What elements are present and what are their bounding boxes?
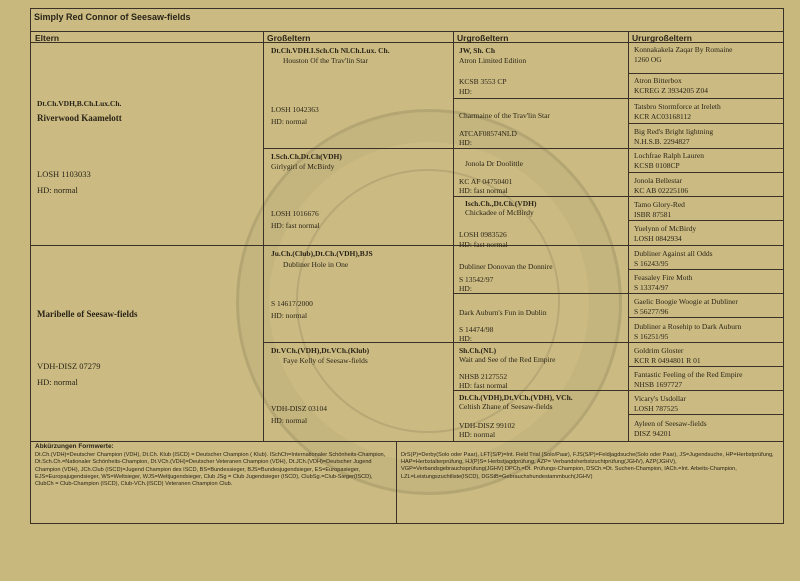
- divider: [628, 317, 783, 318]
- ggp-hd: HD:: [459, 334, 472, 343]
- sire-reg: LOSH 1103033: [37, 169, 91, 179]
- gp-titles: Dt.Ch.VDH.I.Sch.Ch Nl.Ch.Lux. Ch.: [271, 46, 390, 55]
- gggp-name: Vicary's Usdollar: [634, 394, 686, 403]
- gggp-reg: LOSH 0842934: [634, 234, 682, 243]
- divider: [628, 366, 783, 367]
- legend-title: Abkürzungen Formwerte:: [35, 443, 114, 450]
- gp-reg: S 14617/2000: [271, 299, 313, 308]
- gggp-name: Dubliner Against all Odds: [634, 249, 713, 258]
- gp-hd: HD: normal: [271, 311, 308, 320]
- divider: [628, 73, 783, 74]
- sire-titles: Dt.Ch.VDH,B.Ch.Lux.Ch.: [37, 99, 122, 108]
- gp-name: Houston Of the Trav'lin Star: [283, 56, 369, 65]
- gggp-reg: S 16251/95: [634, 332, 669, 341]
- divider: [628, 220, 783, 221]
- gggp-name: Goldrim Gloster: [634, 346, 684, 355]
- gp-name: Dubliner Hole in One: [283, 260, 349, 269]
- ggp-name: Charmaine of the Trav'lin Star: [459, 111, 550, 120]
- divider: [453, 196, 783, 197]
- gggp-name: Ayleen of Seesaw-fields: [634, 419, 707, 428]
- gp-hd: HD: normal: [271, 117, 308, 126]
- ggp-hd: HD: normal: [459, 430, 496, 439]
- gggp-reg: DISZ 94201: [634, 429, 672, 438]
- divider: [31, 245, 783, 246]
- gggp-reg: KCREG Z 3934205 Z04: [634, 86, 708, 95]
- ggp-titles: Sh.Ch.(NL): [459, 346, 497, 355]
- divider: [453, 31, 454, 441]
- dam-hd: HD: normal: [37, 377, 78, 387]
- divider: [263, 31, 264, 441]
- ggp-titles: JW, Sh. Ch: [459, 46, 495, 55]
- legend-right-text: DrS(P)=Derby(Solo oder Paar), LFT(S/P)=Int. Field Trial (Solo/Paar), FJS(S/P)=Feldjagdsuche(Solo oder Paar), JS=Jugendsuche, HP=Herbstprüfung, HAP=Herbstalterprüfung, HJ(P)S= Herbstjagdprüfung, AZP= Verbandsherbstzuchtprüfung(JGHV), AZP(JGHV), VGP=Verbandsgebrauchsprüfung(JGHV) DPCh.=Dt. Prüfungs-Champion, DSCh.=Dt. Suchen-Champion, IACh.=Int. Arbeits-Champion, LZL=Leistungszuchtliste(ISCD), DGStB=Gebrauchshundestammbuch(JGHV): [401, 452, 774, 480]
- ggp-reg: NHSB 2127552: [459, 372, 508, 381]
- divider: [628, 123, 783, 124]
- header-ururgrosseltern: Ururgroßeltern: [628, 31, 783, 43]
- divider: [628, 269, 783, 270]
- gggp-name: Jonola Bellestar: [634, 176, 683, 185]
- ggp-hd: HD: fast normal: [459, 240, 508, 249]
- ggp-name: Wait and See of the Red Empire: [459, 355, 556, 364]
- dam-name: Maribelle of Seesaw-fields: [37, 309, 138, 319]
- gp-reg: VDH-DISZ 03104: [271, 404, 328, 413]
- gggp-reg: NHSB 1697727: [634, 380, 683, 389]
- ggp-hd: HD: fast normal: [459, 186, 508, 195]
- ggp-hd: HD:: [459, 284, 472, 293]
- ggp-reg: ATCAF08574NLD: [459, 129, 517, 138]
- gp-hd: HD: fast normal: [271, 221, 320, 230]
- gggp-name: Yuelynn of McBirdy: [634, 224, 697, 233]
- gp-titles: I.Sch.Ch.Dt.Ch(VDH): [271, 152, 342, 161]
- ggp-reg: S 13542/97: [459, 275, 494, 284]
- ggp-name: Celtish Zhane of Seesaw-fields: [459, 402, 553, 411]
- sire-hd: HD: normal: [37, 185, 78, 195]
- gggp-reg: KC AB 02225106: [634, 186, 689, 195]
- gggp-reg: 1260 OG: [634, 55, 662, 64]
- legend-left-text: Dt.Ch.(VDH)=Deutscher Champion (VDH), Dt.Ch. Klub (ISCD) = Deutscher Champion ( Klub). ISchCh=Internationaler Schönheits-Champion, Dt.Sch.Ch.=Nationaler Schönheits-Champion, Dt.VCh.(VDH)=Deutscher Veteranen Champion (VDH), Dt.JCh.(VDH)=Deutscher Jugend Champion (VDH), JCh.Club (ISCD)=Jugend Champion des ISCD, BS=Bundessieger, BJS=Bundesjugendsieger, ES=Europasieger, EJS=Europajugendsieger, WS=Weltsieger, WJS=Weltjugendsieger, Club JSg = Club Jugendsieger (ISCD), ClubSg.=Club-Sieger(ISCD), ClubCh = Club-Champion (ISCD), Club-VCh.(ISCD) Veteranen Champion Club.: [35, 452, 386, 488]
- ggp-hd: HD:: [459, 87, 472, 96]
- sire-name: Riverwood Kaamelott: [37, 113, 122, 123]
- gggp-reg: S 56277/96: [634, 307, 669, 316]
- gggp-name: Gaelic Boogie Woogie at Dubliner: [634, 297, 738, 306]
- gp-reg: LOSH 1042363: [271, 105, 319, 114]
- pedigree-sheet: [30, 8, 784, 524]
- gggp-reg: KCR R 0494801 R 01: [634, 356, 701, 365]
- legend-abbreviations: [31, 441, 396, 523]
- header-grosseltern: Großeltern: [263, 31, 453, 43]
- gp-name: Girlygirl of McBirdy: [271, 162, 335, 171]
- legend-abbreviations-right: [397, 441, 783, 523]
- dam-reg: VDH-DISZ 07279: [37, 361, 101, 371]
- gggp-name: Feasaley Fire Moth: [634, 273, 693, 282]
- pedigree-title: Simply Red Connor of Seesaw-fields: [34, 12, 191, 22]
- gggp-reg: N.H.S.B. 2294827: [634, 137, 690, 146]
- ggp-titles: Isch.Ch.,Dt.Ch.(VDH): [465, 199, 537, 208]
- divider: [263, 148, 783, 149]
- gggp-name: Konnakakela Zaqar By Romaine: [634, 45, 733, 54]
- divider: [628, 414, 783, 415]
- ggp-name: Atron Limited Edition: [459, 56, 527, 65]
- ggp-hd: HD: fast normal: [459, 381, 508, 390]
- gggp-reg: S 16243/95: [634, 259, 669, 268]
- gggp-name: Tatsbro Stormforce at Ireleth: [634, 102, 721, 111]
- header-urgrosseltern: Urgroßeltern: [453, 31, 628, 43]
- gggp-name: Big Red's Bright lightning: [634, 127, 714, 136]
- gggp-reg: KCSB 0108CP: [634, 161, 680, 170]
- divider: [453, 98, 783, 99]
- gggp-name: Atron Bitterbox: [634, 76, 682, 85]
- ggp-name: Chickadee of McBirdy: [465, 208, 534, 217]
- ggp-reg: VDH-DISZ 99102: [459, 421, 516, 430]
- gggp-name: Fantastic Feeling of the Red Empire: [634, 370, 743, 379]
- gggp-name: Tamo Glory-Red: [634, 200, 685, 209]
- gp-titles: Ju.Ch.(Club),Dt.Ch.(VDH),BJS: [271, 249, 373, 258]
- ggp-name: Dark Auburn's Fun in Dublin: [459, 308, 547, 317]
- divider: [628, 31, 629, 441]
- gggp-reg: ISBR 87581: [634, 210, 672, 219]
- ggp-name: Jonola Dr Doolittle: [465, 159, 523, 168]
- divider: [628, 172, 783, 173]
- gggp-name: Dubliner a Rosehip to Dark Auburn: [634, 322, 742, 331]
- ggp-titles: Dt.Ch.(VDH),Dt.VCh.(VDH), VCh.: [459, 393, 573, 402]
- gp-titles: Dt.VCh.(VDH),Dt.VCh.(Klub): [271, 346, 370, 355]
- gggp-reg: KCR AC03168112: [634, 112, 692, 121]
- gggp-reg: LOSH 787525: [634, 404, 678, 413]
- gp-reg: LOSH 1016676: [271, 209, 319, 218]
- gggp-reg: S 13374/97: [634, 283, 669, 292]
- ggp-name: Dubliner Donovan the Donnire: [459, 262, 553, 271]
- gp-name: Faye Kelly of Seesaw-fields: [283, 356, 368, 365]
- ggp-reg: LOSH 0983526: [459, 230, 507, 239]
- gggp-name: Lochfrae Ralph Lauren: [634, 151, 704, 160]
- ggp-reg: S 14474/98: [459, 325, 494, 334]
- ggp-reg: KC AF 04750401: [459, 177, 513, 186]
- ggp-reg: KCSB 3553 CP: [459, 77, 507, 86]
- ggp-hd: HD:: [459, 138, 472, 147]
- gp-hd: HD: normal: [271, 416, 308, 425]
- header-eltern: Eltern: [31, 31, 263, 43]
